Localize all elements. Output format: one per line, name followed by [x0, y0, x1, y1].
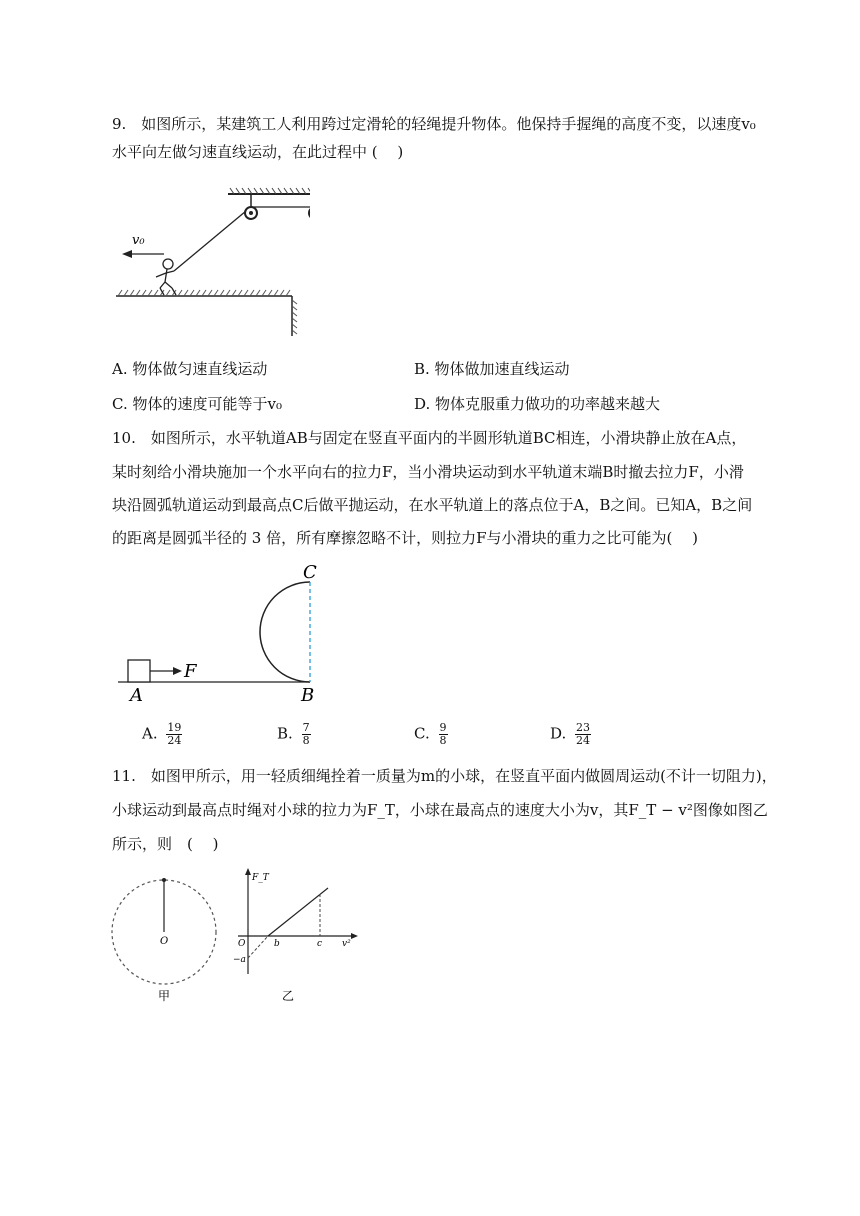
q11-text-line1: 11. 如图甲所示，用一轻质细绳拴着一质量为m的小球，在竖直平面内做圆周运动(不计一切阻力)，: [112, 767, 777, 785]
q10-option-b[interactable]: [277, 722, 311, 747]
q10-text-line2: 某时刻给小滑块施加一个水平向右的拉力F，当小滑块运动到水平轨道末端B时撤去拉力F，小滑: [112, 463, 744, 481]
q10-option-d[interactable]: [550, 722, 591, 747]
q10-text-line1: 10. 如图所示，水平轨道AB与固定在竖直平面内的半圆形轨道BC相连，小滑块静止放在A点，: [112, 429, 747, 447]
q11-figure-yi: [228, 866, 360, 1006]
q10-option-d-fraction: $\frac{23}{24}$: [576, 721, 591, 747]
q10-text-line4: 的距离是圆弧半径的 3 倍，所有摩擦忽略不计，则拉力F与小滑块的重力之比可能为( ): [112, 529, 698, 547]
q10-option-c-fraction: $\frac{9}{8}$: [439, 721, 447, 747]
q11-text-line3: 所示，则 ( ): [112, 835, 219, 853]
q10-text-line3: 块沿圆弧轨道运动到最高点C后做平抛运动，在水平轨道上的落点位于A，B之间。已知A，B之间: [112, 496, 753, 514]
semicircle-track: [260, 582, 310, 682]
extrapolated-line: [248, 936, 268, 958]
q9-option-c[interactable]: C. 物体的速度可能等于v₀: [112, 395, 282, 413]
q10-option-a-fraction: $\frac{19}{24}$: [167, 721, 182, 747]
label-C: C: [303, 562, 317, 583]
label-yi: 乙: [282, 989, 295, 1003]
q10-option-c-letter: C.: [414, 724, 430, 743]
label-c: c: [317, 939, 323, 949]
q11-text-line2: 小球运动到最高点时绳对小球的拉力为F_T，小球在最高点的速度大小为v，其F_T − v²图像如图乙: [112, 801, 768, 819]
label-B: B: [301, 685, 315, 706]
q9-option-b[interactable]: B. 物体做加速直线运动: [414, 360, 570, 378]
q11-figure-jia: [108, 874, 224, 1006]
q9-figure: [110, 184, 310, 340]
pulley-right: [309, 207, 310, 219]
q9-option-a[interactable]: A. 物体做匀速直线运动: [112, 360, 268, 378]
ft-v2-line: [268, 888, 328, 936]
slider-block: [128, 660, 150, 682]
label-FT: F_T: [252, 873, 269, 883]
label-F: F: [184, 661, 197, 682]
label-O-circle: O: [160, 936, 169, 947]
label-neg-a: −a: [233, 955, 246, 965]
q10-option-c[interactable]: [414, 722, 448, 747]
rope: [174, 211, 246, 271]
q9-text-line1: 9. 如图所示，某建筑工人利用跨过定滑轮的轻绳提升物体。他保持手握绳的高度不变，以速度v₀: [112, 115, 756, 133]
q9-option-d[interactable]: D. 物体克服重力做功的功率越来越大: [414, 395, 661, 413]
q9-text-line2: 水平向左做匀速直线运动，在此过程中 ( ): [112, 143, 404, 161]
q10-option-a-letter: A.: [142, 724, 158, 743]
worker-figure: [156, 259, 176, 295]
label-A: A: [130, 685, 143, 706]
label-b: b: [274, 939, 280, 949]
q10-figure: [110, 558, 380, 706]
q10-option-b-letter: B.: [277, 724, 293, 743]
label-jia: 甲: [158, 989, 171, 1003]
q10-option-d-letter: D.: [550, 724, 567, 743]
label-v0: v₀: [132, 233, 145, 248]
q10-option-b-fraction: $\frac{7}{8}$: [302, 721, 310, 747]
label-v2: v²: [342, 939, 351, 949]
ball: [162, 878, 166, 882]
q10-option-a[interactable]: [142, 722, 182, 747]
label-O-axis: O: [238, 939, 246, 949]
